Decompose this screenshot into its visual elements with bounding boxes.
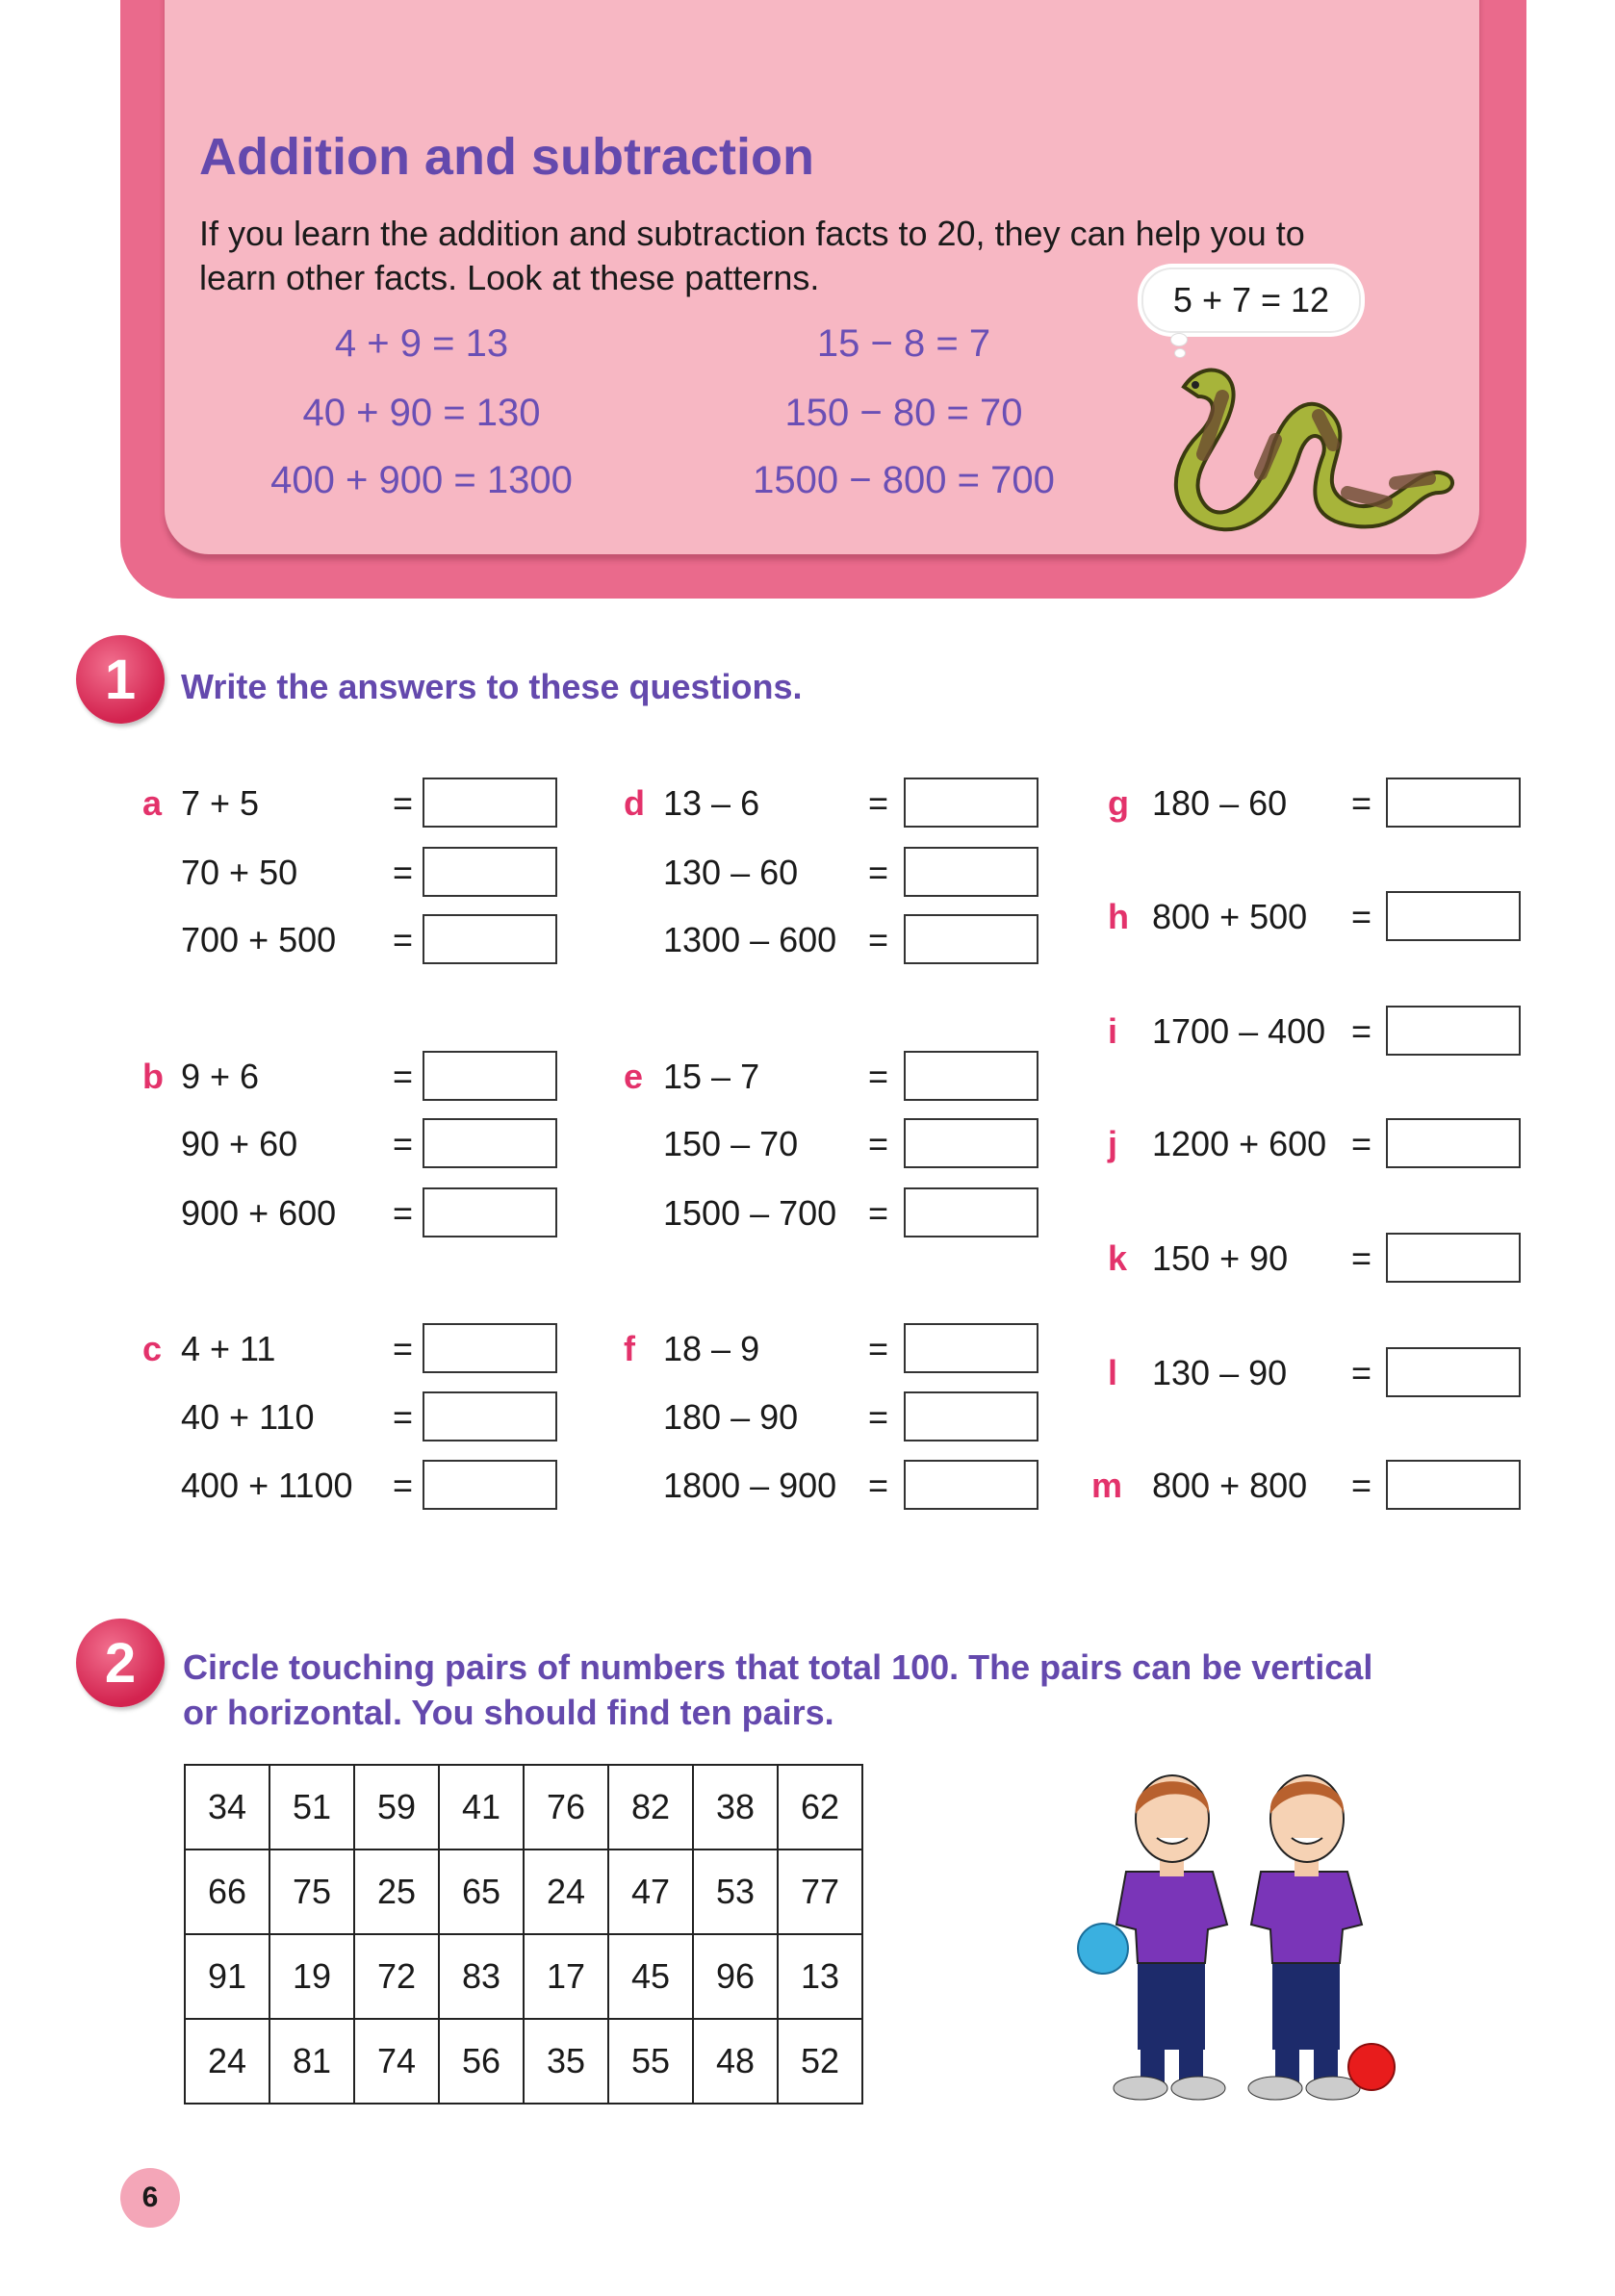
equation-text: 9 + 6: [181, 1057, 260, 1096]
answer-box[interactable]: [904, 1460, 1038, 1510]
question-letter: j: [1108, 1124, 1118, 1163]
equation-text: 150 + 90: [1152, 1238, 1289, 1278]
pattern-right: 15 − 8 = 7: [816, 322, 991, 365]
grid-cell[interactable]: 56: [439, 2019, 524, 2104]
grid-cell[interactable]: 38: [693, 1765, 778, 1850]
answer-box[interactable]: [904, 1323, 1038, 1373]
equation-text: 70 + 50: [181, 853, 298, 892]
answer-box[interactable]: [423, 1460, 557, 1510]
equals-sign: =: [393, 853, 414, 892]
question-letter: c: [142, 1329, 163, 1368]
page-title: Addition and subtraction: [199, 128, 814, 186]
equals-sign: =: [393, 1397, 414, 1437]
question-number-badge: 2: [76, 1619, 165, 1707]
grid-row: [185, 1765, 862, 1850]
answer-box[interactable]: [423, 1391, 557, 1441]
answer-box[interactable]: [423, 847, 557, 897]
grid-cell[interactable]: 83: [439, 1934, 524, 2019]
equals-sign: =: [393, 783, 414, 823]
question-letter: h: [1108, 897, 1129, 936]
equation-text: 400 + 1100: [181, 1466, 353, 1505]
answer-box[interactable]: [423, 1187, 557, 1237]
answer-box[interactable]: [904, 1051, 1038, 1101]
equals-sign: =: [868, 1397, 889, 1437]
equals-sign: =: [868, 1124, 889, 1163]
equation-text: 18 – 9: [663, 1329, 760, 1368]
answer-box[interactable]: [904, 847, 1038, 897]
equals-sign: =: [393, 1057, 414, 1096]
grid-cell[interactable]: 13: [778, 1934, 862, 2019]
grid-cell[interactable]: 91: [185, 1934, 269, 2019]
equation-text: 180 – 60: [1152, 783, 1288, 823]
pattern-right: 150 − 80 = 70: [784, 392, 1023, 434]
equation-text: 800 + 800: [1152, 1466, 1308, 1505]
question-heading-line: Circle touching pairs of numbers that total 100. The pairs can be vertical: [183, 1647, 1373, 1687]
answer-box[interactable]: [1386, 1347, 1521, 1397]
answer-box[interactable]: [1386, 1006, 1521, 1056]
equals-sign: =: [393, 1193, 414, 1233]
grid-cell[interactable]: 24: [524, 1850, 608, 1934]
answer-box[interactable]: [423, 778, 557, 828]
grid-cell[interactable]: 66: [185, 1850, 269, 1934]
answer-box[interactable]: [1386, 778, 1521, 828]
grid-cell[interactable]: 25: [354, 1850, 439, 1934]
grid-cell[interactable]: 77: [778, 1850, 862, 1934]
question-letter: k: [1108, 1238, 1128, 1278]
answer-box[interactable]: [1386, 1233, 1521, 1283]
grid-cell[interactable]: 19: [269, 1934, 354, 2019]
equals-sign: =: [1351, 1353, 1372, 1392]
answer-box[interactable]: [904, 778, 1038, 828]
equation-text: 4 + 11: [181, 1329, 276, 1368]
grid-cell[interactable]: 48: [693, 2019, 778, 2104]
question-letter: a: [142, 783, 163, 823]
answer-box[interactable]: [1386, 1460, 1521, 1510]
equation-text: 150 – 70: [663, 1124, 799, 1163]
equals-sign: =: [868, 1193, 889, 1233]
grid-row: [185, 1850, 862, 1934]
question-heading: Write the answers to these questions.: [181, 667, 803, 706]
grid-cell[interactable]: 34: [185, 1765, 269, 1850]
intro-text-line: If you learn the addition and subtraction facts to 20, they can help you to: [199, 214, 1305, 253]
pattern-right: 1500 − 800 = 700: [753, 459, 1055, 501]
equals-sign: =: [1351, 1238, 1372, 1278]
question-number-badge: 1: [76, 635, 165, 724]
equation-text: 130 – 60: [663, 853, 799, 892]
equation-text: 130 – 90: [1152, 1353, 1288, 1392]
answer-box[interactable]: [1386, 891, 1521, 941]
question-heading-line: or horizontal. You should find ten pairs.: [183, 1693, 834, 1732]
grid-cell[interactable]: 59: [354, 1765, 439, 1850]
answer-box[interactable]: [904, 1391, 1038, 1441]
pattern-left: 4 + 9 = 13: [334, 322, 509, 365]
answer-box[interactable]: [904, 1118, 1038, 1168]
page-number: 6: [120, 2168, 180, 2228]
intro-text-line: learn other facts. Look at these patterns.: [199, 258, 820, 297]
grid-row: [185, 2019, 862, 2104]
equals-sign: =: [1351, 1011, 1372, 1051]
grid-cell[interactable]: 65: [439, 1850, 524, 1934]
equals-sign: =: [393, 1124, 414, 1163]
equals-sign: =: [393, 920, 414, 959]
equation-text: 700 + 500: [181, 920, 337, 959]
question-letter: d: [624, 783, 645, 823]
answer-box[interactable]: [423, 1323, 557, 1373]
equals-sign: =: [868, 1057, 889, 1096]
equation-text: 7 + 5: [181, 783, 260, 823]
equation-text: 15 – 7: [663, 1057, 760, 1096]
grid-cell[interactable]: 96: [693, 1934, 778, 2019]
equation-text: 800 + 500: [1152, 897, 1308, 936]
grid-cell[interactable]: 24: [185, 2019, 269, 2104]
thought-dot: [1170, 333, 1188, 346]
equals-sign: =: [868, 853, 889, 892]
grid-cell[interactable]: 53: [693, 1850, 778, 1934]
equals-sign: =: [868, 783, 889, 823]
answer-box[interactable]: [423, 1051, 557, 1101]
grid-cell[interactable]: 74: [354, 2019, 439, 2104]
grid-cell[interactable]: 52: [778, 2019, 862, 2104]
equals-sign: =: [868, 1466, 889, 1505]
question-letter: l: [1108, 1353, 1118, 1392]
pattern-left: 400 + 900 = 1300: [270, 459, 573, 501]
equals-sign: =: [868, 1329, 889, 1368]
equation-text: 13 – 6: [663, 783, 760, 823]
grid-cell[interactable]: 45: [608, 1934, 693, 2019]
thought-bubble: 5 + 7 = 12: [1141, 268, 1361, 333]
answer-box[interactable]: [904, 1187, 1038, 1237]
grid-cell[interactable]: 62: [778, 1765, 862, 1850]
grid-cell[interactable]: 72: [354, 1934, 439, 2019]
question-letter: e: [624, 1057, 644, 1096]
question-letter: i: [1108, 1011, 1118, 1051]
grid-cell[interactable]: 55: [608, 2019, 693, 2104]
equation-text: 1200 + 600: [1152, 1124, 1327, 1163]
two-boys-illustration: [1068, 1761, 1415, 2107]
equals-sign: =: [868, 920, 889, 959]
snake-illustration: [1165, 348, 1473, 541]
equation-text: 1500 – 700: [663, 1193, 837, 1233]
grid-cell[interactable]: 81: [269, 2019, 354, 2104]
grid-cell[interactable]: 41: [439, 1765, 524, 1850]
answer-box[interactable]: [423, 1118, 557, 1168]
pattern-left: 40 + 90 = 130: [302, 392, 541, 434]
number-grid: [184, 1764, 863, 2105]
grid-cell[interactable]: 47: [608, 1850, 693, 1934]
equals-sign: =: [1351, 783, 1372, 823]
question-letter: g: [1108, 783, 1129, 823]
answer-box[interactable]: [1386, 1118, 1521, 1168]
equals-sign: =: [1351, 1466, 1372, 1505]
grid-cell[interactable]: 51: [269, 1765, 354, 1850]
equation-text: 90 + 60: [181, 1124, 298, 1163]
grid-cell[interactable]: 35: [524, 2019, 608, 2104]
equation-text: 1300 – 600: [663, 920, 837, 959]
equation-text: 180 – 90: [663, 1397, 799, 1437]
equals-sign: =: [393, 1329, 414, 1368]
question-letter: f: [624, 1329, 635, 1368]
equation-text: 1700 – 400: [1152, 1011, 1326, 1051]
question-letter: b: [142, 1057, 164, 1096]
equals-sign: =: [393, 1466, 414, 1505]
equation-text: 1800 – 900: [663, 1466, 837, 1505]
grid-row: [185, 1934, 862, 2019]
question-letter: m: [1091, 1466, 1123, 1505]
grid-cell[interactable]: 82: [608, 1765, 693, 1850]
equation-text: 40 + 110: [181, 1397, 315, 1437]
grid-cell[interactable]: 17: [524, 1934, 608, 2019]
answer-box[interactable]: [423, 914, 557, 964]
equals-sign: =: [1351, 1124, 1372, 1163]
grid-cell[interactable]: 75: [269, 1850, 354, 1934]
equals-sign: =: [1351, 897, 1372, 936]
answer-box[interactable]: [904, 914, 1038, 964]
grid-cell[interactable]: 76: [524, 1765, 608, 1850]
equation-text: 900 + 600: [181, 1193, 337, 1233]
